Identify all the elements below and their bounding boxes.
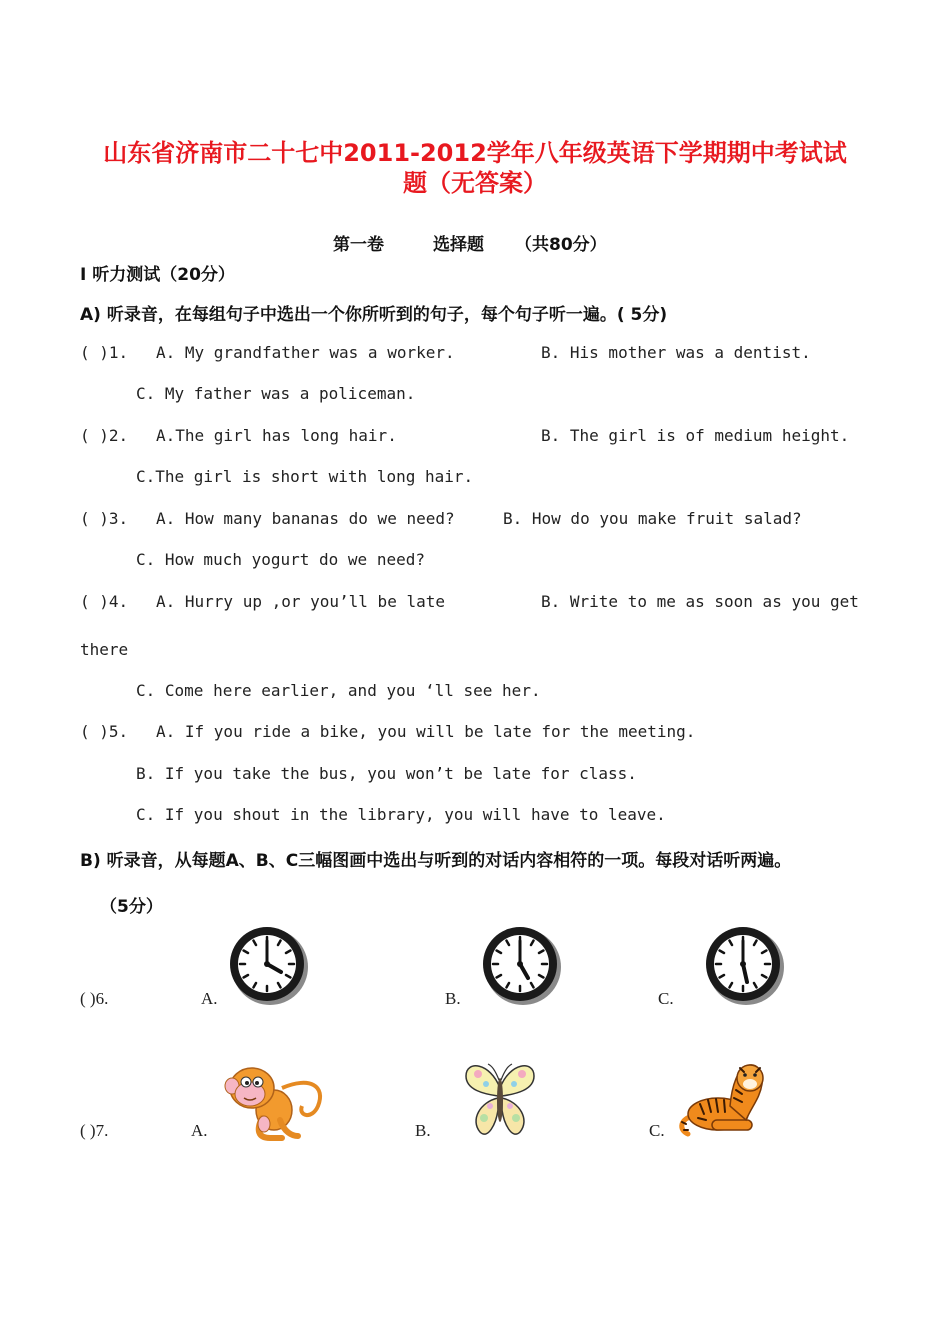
q7-number: ( )7. [80, 1121, 109, 1140]
q3-option-a: A. How many bananas do we need? [156, 509, 455, 528]
part-b-score: （5分） [100, 897, 163, 917]
q2-option-b: B. The girl is of medium height. [541, 426, 850, 445]
q4-option-c: C. Come here earlier, and you ‘ll see her. [136, 681, 541, 700]
exam-title [60, 138, 890, 198]
q5-option-a: A. If you ride a bike, you will be late for the meeting. [156, 722, 696, 741]
q3-option-b: B. How do you make fruit salad? [503, 509, 802, 528]
q4-option-b: B. Write to me as soon as you get [541, 592, 859, 611]
clock-four-oclock-icon [229, 926, 311, 1008]
q7-label-a: A. [191, 1121, 208, 1140]
q2-option-a: A.The girl has long hair. [156, 426, 397, 445]
q6-label-a: A. [201, 989, 218, 1008]
q7-label-c: C. [649, 1121, 665, 1140]
q4-option-b-continued: there [80, 640, 129, 659]
q1-option-c: C. My father was a policeman. [136, 384, 416, 403]
monkey-picture [222, 1058, 326, 1142]
q6-number: ( )6. [80, 989, 109, 1008]
volume-name: 选择题 [433, 235, 484, 255]
volume-part: 第一卷 [333, 235, 384, 255]
section-heading: I 听力测试（20分） [80, 265, 235, 285]
clock-five-oclock-icon [482, 926, 564, 1008]
q1-option-b: B. His mother was a dentist. [541, 343, 811, 362]
part-a-instruction: A) 听录音，在每组句子中选出一个你所听到的句子，每个句子听一遍。( 5分) [80, 305, 668, 325]
q4-number: ( )4. [80, 592, 129, 611]
part-b-instruction: B) 听录音，从每题A、B、C三幅图画中选出与听到的对话内容相符的一项。每段对话听两遍。 [80, 851, 792, 871]
q2-number: ( )2. [80, 426, 129, 445]
q5-number: ( )5. [80, 722, 129, 741]
q6-label-b: B. [445, 989, 461, 1008]
q5-option-b: B. If you take the bus, you won’t be late for class. [136, 764, 637, 783]
q5-option-c: C. If you shout in the library, you will have to leave. [136, 805, 666, 824]
q1-option-a: A. My grandfather was a worker. [156, 343, 455, 362]
q4-option-a: A. Hurry up ,or you’ll be late [156, 592, 445, 611]
q3-option-c: C. How much yogurt do we need? [136, 550, 425, 569]
q6-label-c: C. [658, 989, 674, 1008]
exam-title-line-2: 题（无答案） [403, 169, 547, 197]
exam-title-line-1: 山东省济南市二十七中2011-2012学年八年级英语下学期期中考试试 [103, 139, 847, 167]
q2-option-c: C.The girl is short with long hair. [136, 467, 474, 486]
tiger-picture [676, 1054, 768, 1140]
clock-six-oclock-icon [705, 926, 787, 1008]
volume-score: （共80分） [515, 235, 607, 255]
q1-number: ( )1. [80, 343, 129, 362]
q7-label-b: B. [415, 1121, 431, 1140]
q3-number: ( )3. [80, 509, 129, 528]
butterfly-picture [462, 1058, 538, 1140]
